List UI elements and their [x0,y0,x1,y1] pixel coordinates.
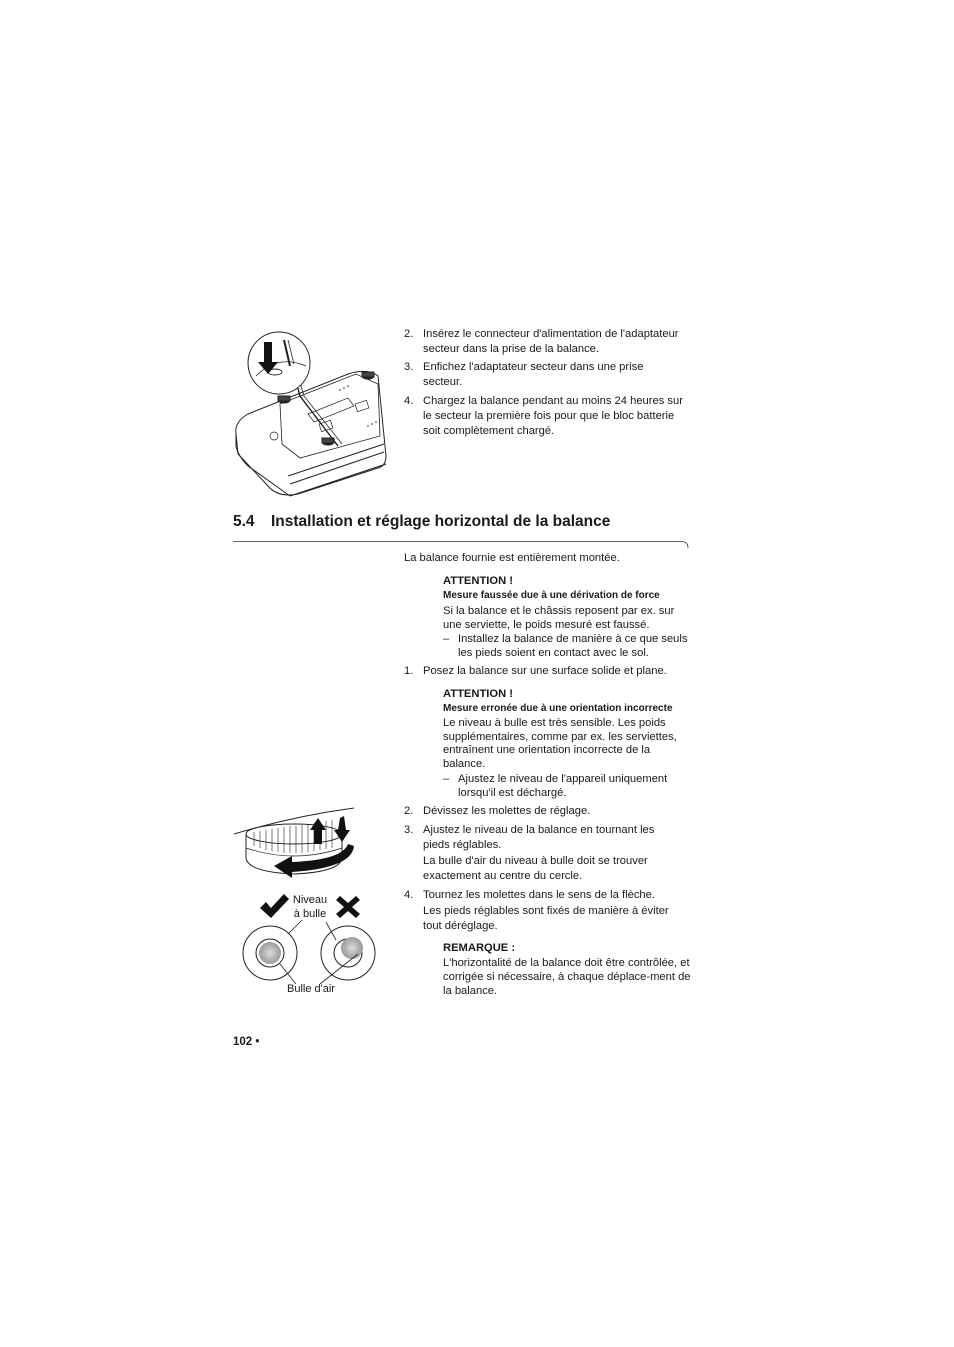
illustration-foot-adjustment [234,806,358,886]
note-block [443,941,695,998]
warning-block [443,687,695,771]
step-number: 1. [404,665,414,677]
note-text: L'horizontalité de la balance doit être contrôlée, et corrigée si nécessaire, à chaque déplace-ment de la balance. [443,957,691,997]
warning-subtitle: Mesure erronée due à une orientation incorrecte [443,703,673,714]
page-number: 102 • [233,1036,260,1048]
step-text: Tournez les molettes dans le sens de la flèche. [423,889,655,901]
warning-block [443,574,693,632]
step-text: Enfichez l'adaptateur secteur dans une prise secteur. [423,361,644,388]
section-rule [233,538,691,550]
level-label: Niveau à bulle [292,894,328,920]
warning-text: Le niveau à bulle est très sensible. Les poids supplémentaires, comme par ex. les serviettes, entraînent une orientation incorrecte de la balance. [443,717,677,770]
step-number: 3. [404,824,414,836]
step-text: Ajustez le niveau de la balance en tournant les pieds réglables. [423,824,655,851]
step-text: Dévissez les molettes de réglage. [423,805,591,817]
bubble-label: Bulle d'air [287,983,335,995]
step-text: Chargez la balance pendant au moins 24 heures sur le secteur la première fois pour que le bloc batterie soit complètement chargé. [423,395,683,437]
step-text: Posez la balance sur une surface solide et plane. [423,665,667,677]
warning-subtitle: Mesure faussée due à une dérivation de force [443,590,660,601]
intro-text: La balance fournie est entièrement montée. [404,552,620,564]
warning-title: ATTENTION ! [443,575,514,587]
step-number: 3. [404,361,414,373]
bubble-level-figure [236,920,382,986]
section-heading [233,513,610,531]
step-text: Insérez le connecteur d'alimentation de l'adaptateur secteur dans la prise de la balance. [423,328,679,355]
step-subtext: La bulle d'air du niveau à bulle doit se trouver exactement au centre du cercle. [423,855,648,882]
step-number: 4. [404,395,414,407]
section-title: Installation et réglage horizontal de la balance [271,513,611,530]
section-number: 5.4 [233,513,255,530]
warning-text: Si la balance et le châssis reposent par ex. sur une serviette, le poids mesuré est faussé. [443,605,675,631]
bullet-text: Installez la balance de manière à ce que seuls les pieds soient en contact avec le sol. [458,633,688,659]
cross-icon [334,894,362,920]
step-number: 2. [404,805,414,817]
step-number: 4. [404,889,414,901]
note-title: REMARQUE : [443,942,516,954]
checkmark-icon [258,892,290,920]
bullet-text: Ajustez le niveau de l'appareil uniquement lorsqu'il est déchargé. [458,773,668,799]
illustration-power-connector [228,326,390,500]
warning-title: ATTENTION ! [443,688,514,700]
step-subtext: Les pieds réglables sont fixés de manière à éviter tout déréglage. [423,905,669,932]
step-number: 2. [404,328,414,340]
